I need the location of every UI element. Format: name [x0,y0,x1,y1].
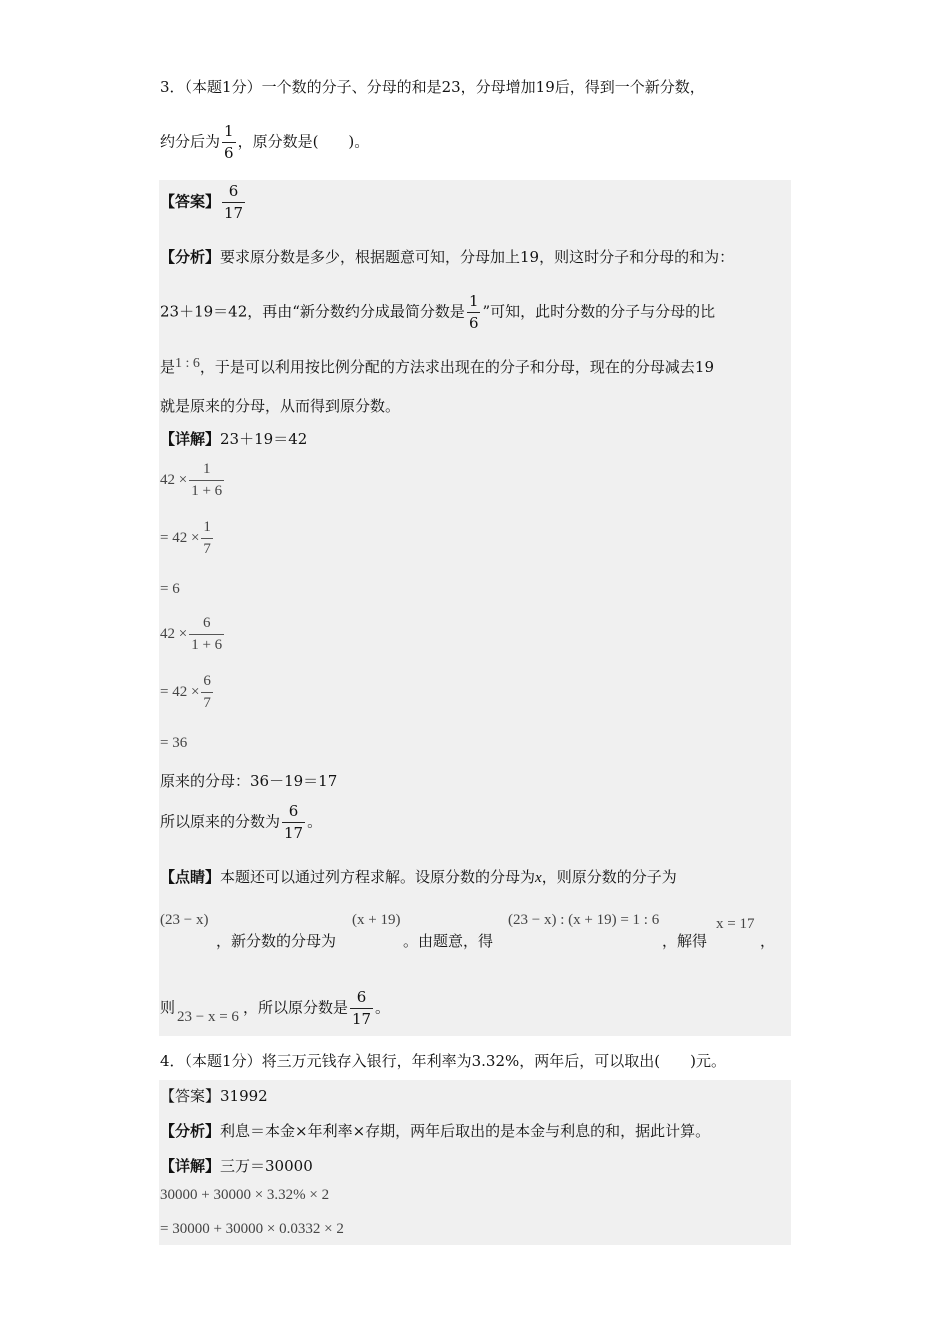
q4-calc-line-1: 30000 + 30000 × 3.32% × 2 [160,1187,330,1203]
ratio-expr: 1 : 6 [175,356,200,371]
new-fraction: $\frac{1}{6}$ [224,122,234,162]
answer-fraction: $\frac{6}{17}$ [224,182,244,222]
q3-question-line2: 约分后为 $\frac{1}{6}$ ，原分数是( )。 [160,122,370,162]
q3-original-denominator: 原来的分母：36－19＝17 [160,772,338,790]
q3-note-line2b: 。由题意，得 [403,932,494,950]
q4-question: 4．（本题1分）将三万元钱存入银行，年利率为3.32%，两年后，可以取出( )元。 [160,1052,726,1070]
q3-note-line2d: ， [760,932,776,950]
simplest-fraction: $\frac{1}{6}$ [468,292,479,332]
expr-x-equals-17: x = 17 [716,916,755,932]
calc-line-3: = 6 [160,581,180,597]
q3-note-line1: 【点睛】本题还可以通过列方程求解。设原分数的分母为x，则原分数的分子为 [160,868,677,886]
q3-conclusion: 所以原来的分数为 $\frac{6}{17}$ 。 [160,802,323,842]
calc-line-6: = 36 [160,735,188,751]
q3-analysis-line1: 【分析】要求原分数是多少，根据题意可知，分母加上19，则这时分子和分母的和为： [160,248,735,266]
q3-analysis-line2: 23＋19＝42，再由“新分数约分成最简分数是 $\frac{1}{6}$ ”可知，此时分数的分子与分母的比 [160,292,716,332]
q3-question-line1: 3．（本题1分）一个数的分子、分母的和是23，分母增加19后，得到一个新分数， [160,78,705,96]
calc-line-1: 42 × $\frac{1}{1 + 6}$ [160,461,223,499]
q4-analysis: 【分析】利息＝本金×年利率×存期，两年后取出的是本金与利息的和，据此计算。 [160,1122,711,1140]
expr-x-plus-19: (x + 19) [352,912,401,928]
calc-line-5: = 42 × $\frac{6}{7}$ [160,673,211,711]
q3-note-line2c: ，解得 [662,932,708,950]
q3-note-line3: 则 23 − x = 6 ，所以原分数是 $\frac{6}{17}$ 。 [160,988,391,1028]
q3-answer: 【答案】 $\frac{6}{17}$ [160,182,244,222]
q4-detail-line1: 【详解】三万＝30000 [160,1157,313,1175]
calc-line-4: 42 × $\frac{6}{1 + 6}$ [160,615,223,653]
q3-analysis-line4: 就是原来的分母，从而得到原分数。 [160,397,401,415]
q3-note-line2: ，新分数的分母为 [216,932,337,950]
expr-equation: (23 − x) : (x + 19) = 1 : 6 [508,912,660,928]
q3-analysis-line3: 是1 : 6，于是可以利用按比例分配的方法求出现在的分子和分母，现在的分母减去19 [160,356,714,376]
expr-23-minus-x: (23 − x) [160,912,209,928]
q3-detail-line1: 【详解】23＋19＝42 [160,430,308,448]
q4-calc-line-2: = 30000 + 30000 × 0.0332 × 2 [160,1221,344,1237]
calc-line-2: = 42 × $\frac{1}{7}$ [160,519,211,557]
q4-answer: 【答案】31992 [160,1087,268,1105]
